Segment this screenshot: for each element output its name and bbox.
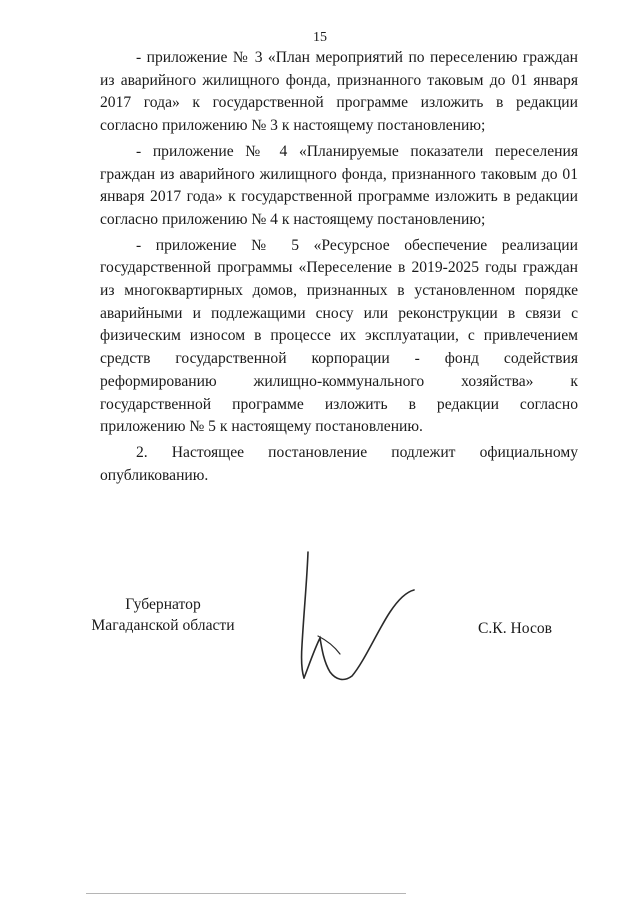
paragraph-appendix-5: - приложение № 5 «Ресурсное обеспечение реализации государственной программы «Переселение в 2019-2025 годы граждан из многоквартирных домов, признанных в установленном порядке аварийными и подлежащими сносу или реконструкции в связи с физическим износом в процессе их эксплуатации, с привлечением средств государственной корпорации - фонд содействия реформированию жилищно-коммунального хозяйства» к государственной программе изложить в редакции согласно приложению № 5 к настоящему постановлению.	[100, 236, 578, 436]
page-number: 15	[313, 30, 327, 45]
handwritten-signature	[290, 550, 430, 690]
signatory-name: С.К. Носов	[478, 620, 553, 637]
signatory-title	[88, 594, 238, 636]
signatory-title-line2: Магаданской области	[91, 617, 235, 634]
scan-edge-line	[86, 893, 406, 894]
paragraph-appendix-3: - приложение № 3 «План мероприятий по переселению граждан из аварийного жилищного фонда, признанного таковым до 01 января 2017 года» к государственной программе изложить в редакции согласно приложению № 3 к настоящему постановлению;	[100, 49, 578, 135]
paragraph-appendix-4: - приложение № 4 «Планируемые показатели переселения граждан из аварийного жилищного фонда, признанного таковым до 01 января 2017 года» к государственной программе изложить в редакции согласно приложению № 4 к настоящему постановлению;	[100, 142, 578, 228]
paragraph-publication: 2. Настоящее постановление подлежит официальному опубликованию.	[100, 443, 578, 484]
signatory-title-line1: Губернатор	[125, 596, 201, 613]
signature-block	[0, 594, 640, 714]
document-body	[100, 47, 578, 487]
